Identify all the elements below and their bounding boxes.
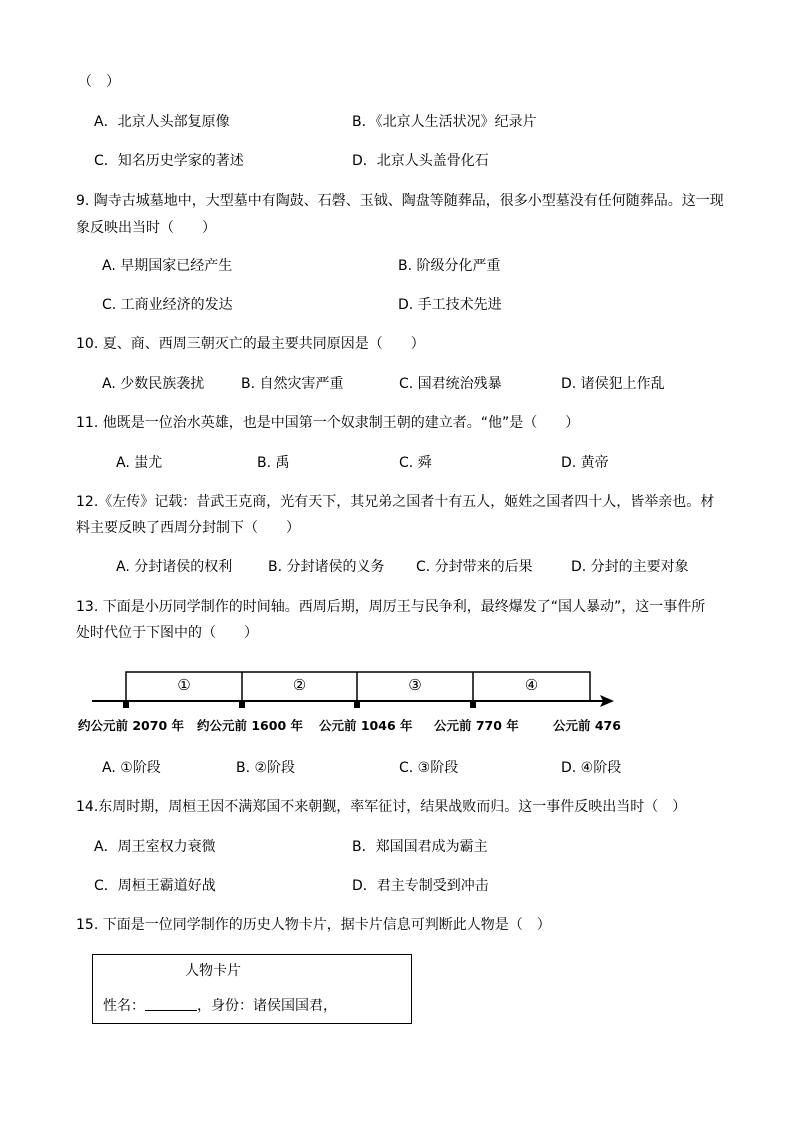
q8-option-d: D．北京人头盖骨化石: [352, 153, 489, 169]
q9-stem-line1: 9. 陶寺古城墓地中，大型墓中有陶鼓、石磬、玉钺、陶盘等随葬品，很多小型墓没有任何随葬品。这一现: [76, 193, 724, 209]
q12-option-b: B. 分封诸侯的义务: [268, 559, 385, 575]
timeline-segment-2: ②: [292, 676, 307, 694]
q9-option-a: A. 早期国家已经产生: [102, 258, 233, 274]
q8-option-c: C．知名历史学家的著述: [94, 153, 244, 169]
card-name-label: 性名：: [103, 998, 145, 1014]
timeline-tick: [239, 701, 245, 708]
timeline-segment-3: ③: [408, 676, 422, 694]
q10-option-a: A. 少数民族袭扰: [102, 376, 205, 392]
q11-stem: 11. 他既是一位治水英雄，也是中国第一个奴隶制王朝的建立者。“他”是（ ）: [76, 415, 580, 431]
timeline-label: 公元前 770 年: [434, 718, 519, 733]
person-card: [92, 954, 412, 1024]
q11-option-b: B. 禹: [257, 455, 290, 471]
q13-option-a: A. ①阶段: [102, 760, 161, 776]
q13-option-c: C. ③阶段: [399, 760, 459, 776]
q8-answer-paren: （ ）: [78, 74, 120, 90]
q10-option-c: C. 国君统治残暴: [399, 376, 502, 392]
q8-option-a: A．北京人头部复原像: [94, 114, 230, 130]
q13-stem-line1: 13. 下面是小历同学制作的时间轴。西周后期，周厉王与民争利，最终爆发了“国人暴动”，这一事件所: [76, 599, 706, 615]
timeline-label: 约公元前 2070 年: [78, 718, 184, 733]
timeline-tick: [354, 701, 360, 708]
q15-stem: 15. 下面是一位同学制作的历史人物卡片，据卡片信息可判断此人物是（ ）: [76, 917, 551, 933]
q13-option-d: D. ④阶段: [561, 760, 622, 776]
q12-option-a: A. 分封诸侯的权利: [116, 559, 233, 575]
q13-option-b: B. ②阶段: [236, 760, 296, 776]
timeline-label: 约公元前 1600 年: [197, 718, 303, 733]
timeline-segment-4: ④: [524, 676, 539, 694]
q14-option-a: A．周王室权力衰微: [94, 839, 216, 855]
timeline-tick: [123, 701, 129, 708]
q9-option-b: B. 阶级分化严重: [398, 258, 501, 274]
q14-option-c: C．周桓王霸道好战: [94, 878, 216, 894]
q9-option-d: D. 手工技术先进: [398, 297, 502, 313]
timeline-label: 公元前 1046 年: [319, 718, 413, 733]
q13-stem-line2: 处时代位于下图中的（ ）: [76, 625, 258, 641]
q14-stem: 14.东周时期，周桓王因不满郑国不来朝觐，率军征讨，结果战败而归。这一事件反映出当时（ ）: [76, 799, 687, 815]
timeline-label: 公元前 476: [553, 718, 621, 733]
card-identity-text: ，身份：诸侯国国君，: [197, 998, 337, 1014]
q9-option-c: C. 工商业经济的发达: [102, 297, 233, 313]
q10-option-b: B. 自然灾害严重: [241, 376, 344, 392]
q9-stem-line2: 象反映出当时（ ）: [76, 220, 216, 236]
q11-option-a: A. 蚩尤: [116, 455, 163, 471]
q12-option-d: D. 分封的主要对象: [571, 559, 689, 575]
timeline-tick: [470, 701, 476, 708]
q14-option-d: D．君主专制受到冲击: [352, 878, 489, 894]
card-info-row: [103, 995, 337, 1016]
q10-option-d: D. 诸侯犯上作乱: [561, 376, 665, 392]
q12-stem-line2: 料主要反映了西周分封制下（ ）: [76, 520, 300, 536]
q14-option-b: B．郑国国君成为霸主: [352, 839, 488, 855]
q11-option-c: C. 舜: [399, 455, 432, 471]
q12-stem-line1: 12.《左传》记载：昔武王克商，光有天下，其兄弟之国者十有五人，姬姓之国者四十人，皆举亲也。材: [76, 494, 715, 510]
card-title: 人物卡片: [185, 963, 241, 979]
q8-option-b: B．《北京人生活状况》纪录片: [352, 114, 537, 130]
card-name-blank: [145, 995, 197, 1011]
q10-stem: 10. 夏、商、西周三朝灭亡的最主要共同原因是（ ）: [76, 336, 425, 352]
q12-option-c: C. 分封带来的后果: [416, 559, 533, 575]
timeline-segment-1: ①: [177, 676, 191, 694]
q11-option-d: D. 黄帝: [561, 455, 609, 471]
